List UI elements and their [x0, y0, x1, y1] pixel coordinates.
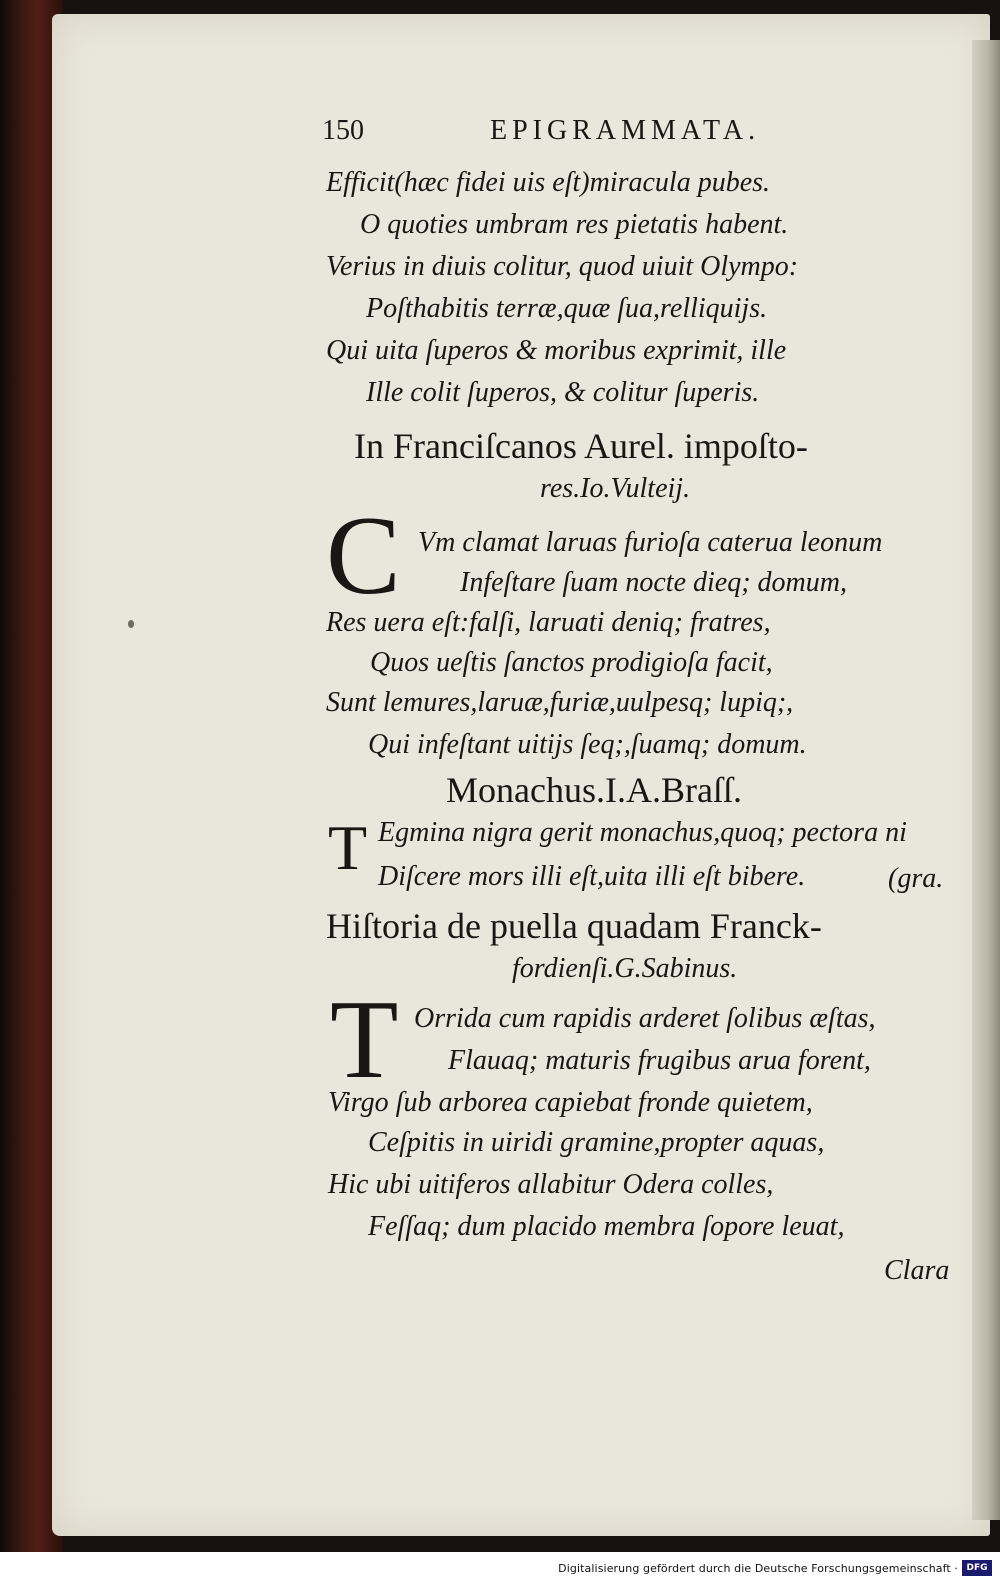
poem2-title-line-2: res.Io.Vulteij.: [540, 473, 691, 504]
poem3-dropcap: T: [328, 812, 368, 883]
poem3-line-2-turnover: (gra.: [888, 863, 944, 894]
funding-credit: Digitalisierung gefördert durch die Deutsche Forschungsgemeinschaft ·: [558, 1562, 958, 1575]
poem4-line-4: Ceſpitis in uiridi gramine,propter aquas,: [368, 1127, 825, 1158]
poem1-line-6: Ille colit ſuperos, & colitur ſuperis.: [366, 377, 760, 408]
poem3-line-1: Egmina nigra gerit monachus,quoq; pectora ni: [378, 817, 907, 848]
poem4-line-1: Orrida cum rapidis arderet ſolibus æſtas,: [414, 1003, 876, 1034]
poem4-line-6: Feſſaq; dum placido membra ſopore leuat,: [368, 1211, 845, 1242]
poem4-title-line-1: Hiſtoria de puella quadam Franck-: [326, 906, 822, 946]
poem2-line-3: Res uera eſt:falſi, laruati deniq; fratres,: [326, 607, 771, 638]
poem2-dropcap: C: [326, 494, 401, 618]
poem2-title-line-1: In Franciſcanos Aurel. impoſto-: [354, 426, 808, 466]
running-head: EPIGRAMMATA.: [490, 115, 761, 146]
poem4-line-3: Virgo ſub arborea capiebat fronde quietem,: [328, 1087, 813, 1118]
poem4-dropcap: T: [330, 978, 399, 1102]
poem1-line-2: O quoties umbram res pietatis habent.: [360, 209, 789, 240]
dfg-logo: DFG: [962, 1560, 992, 1576]
poem4-line-2: Flauaq; maturis frugibus arua forent,: [448, 1045, 871, 1076]
poem1-line-3: Verius in diuis colitur, quod uiuit Olympo:: [326, 251, 799, 282]
poem2-line-4: Quos ueſtis ſanctos prodigioſa facit,: [370, 647, 773, 678]
poem4-title-line-2: fordienſi.G.Sabinus.: [512, 953, 738, 984]
poem2-line-2: Infeſtare ſuam nocte dieq; domum,: [460, 567, 847, 598]
poem1-line-1: Efficit(hæc fidei uis eſt)miracula pubes.: [326, 167, 771, 198]
poem2-line-6: Qui infeſtant uitijs ſeq;,ſuamq; domum.: [368, 729, 807, 760]
poem3-title: Monachus.I.A.Braſſ.: [446, 770, 742, 810]
catchword: Clara: [884, 1255, 950, 1286]
poem3-line-2: Diſcere mors illi eſt,uita illi eſt bibere.: [378, 861, 806, 892]
poem1-line-4: Poſthabitis terræ,quæ ſua,relliquijs.: [366, 293, 768, 324]
poem2-line-1: Vm clamat laruas furioſa caterua leonum: [418, 527, 883, 558]
poem1-line-5: Qui uita ſuperos & moribus exprimit, ille: [326, 335, 787, 366]
poem4-line-5: Hic ubi uitiferos allabitur Odera colles,: [328, 1169, 774, 1200]
poem2-line-5: Sunt lemures,laruæ,furiæ,uulpesq; lupiq;,: [326, 687, 794, 718]
page-number: 150: [322, 115, 364, 146]
